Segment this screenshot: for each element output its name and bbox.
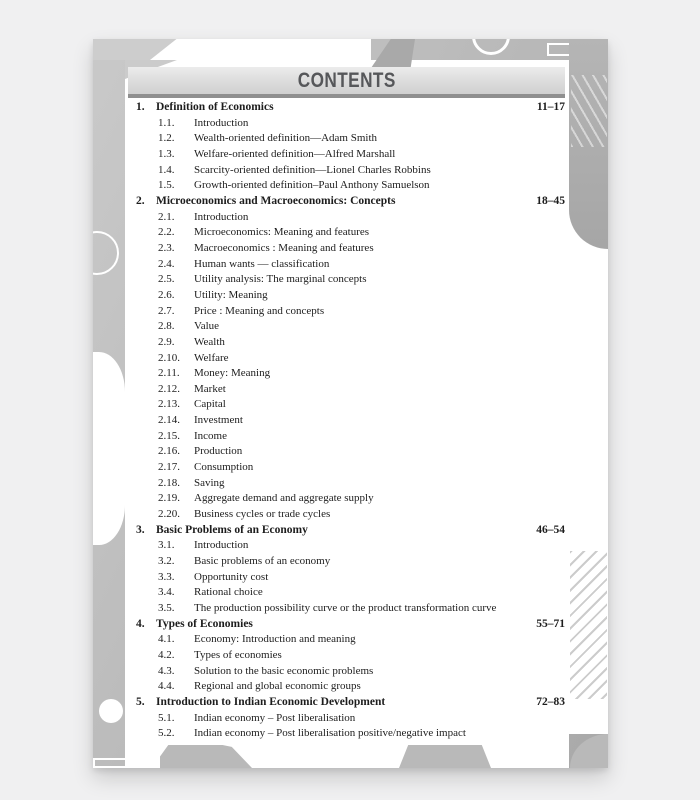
- section-row: [136, 304, 565, 320]
- section-number: 2.12.: [158, 382, 180, 395]
- section-number: 2.10.: [158, 351, 180, 364]
- section-title: Types of economies: [194, 648, 282, 661]
- section-number: 2.13.: [158, 398, 180, 411]
- section-number: 2.5.: [158, 273, 175, 286]
- decor-circle-outline-left: [93, 231, 119, 275]
- chapter-page-range: 18–45: [536, 194, 565, 207]
- section-row: [136, 460, 565, 476]
- section-number: 2.8.: [158, 320, 175, 333]
- chapter-number: 4.: [136, 617, 145, 630]
- section-row: [136, 429, 565, 445]
- chapter-page-range: 55–71: [536, 617, 565, 630]
- section-row: [136, 632, 565, 648]
- decor-white-bite-left: [93, 352, 125, 545]
- contents-header-bar: [128, 67, 565, 98]
- chapter-row: [136, 100, 565, 116]
- section-title: Welfare-oriented definition—Alfred Marshall: [194, 147, 396, 160]
- section-title: Investment: [194, 414, 243, 427]
- section-row: [136, 147, 565, 163]
- section-number: 5.1.: [158, 711, 175, 724]
- chapter-row: [136, 194, 565, 210]
- section-title: Income: [194, 429, 227, 442]
- section-number: 2.16.: [158, 445, 180, 458]
- section-title: Money: Meaning: [194, 367, 271, 380]
- chapter-row: [136, 695, 565, 711]
- section-row: [136, 272, 565, 288]
- section-number: 2.3.: [158, 241, 175, 254]
- section-number: 2.6.: [158, 288, 175, 301]
- section-title: Human wants — classification: [194, 257, 330, 270]
- section-title: Market: [194, 382, 226, 395]
- section-title: Aggregate demand and aggregate supply: [194, 492, 374, 505]
- section-number: 2.18.: [158, 476, 180, 489]
- section-title: Production: [194, 445, 243, 458]
- section-title: Opportunity cost: [194, 570, 269, 583]
- section-row: [136, 116, 565, 132]
- section-row: [136, 491, 565, 507]
- section-row: [136, 585, 565, 601]
- section-number: 2.11.: [158, 367, 180, 380]
- section-row: [136, 648, 565, 664]
- section-row: [136, 711, 565, 727]
- section-title: Wealth-oriented definition—Adam Smith: [194, 132, 378, 145]
- section-title: Saving: [194, 476, 225, 489]
- section-row: [136, 664, 565, 680]
- chapter-page-range: 46–54: [536, 523, 565, 536]
- section-row: [136, 225, 565, 241]
- section-row: [136, 241, 565, 257]
- section-title: Welfare: [194, 351, 229, 364]
- section-row: [136, 444, 565, 460]
- decor-puzzle-bottom-center: [399, 745, 491, 768]
- section-number: 2.19.: [158, 492, 180, 505]
- section-number: 3.2.: [158, 555, 175, 568]
- section-number: 4.3.: [158, 664, 175, 677]
- section-number: 3.1.: [158, 539, 175, 552]
- section-row: [136, 570, 565, 586]
- section-row: [136, 178, 565, 194]
- section-number: 4.4.: [158, 680, 175, 693]
- section-row: [136, 257, 565, 273]
- chapter-title: Types of Economies: [156, 617, 253, 630]
- section-row: [136, 351, 565, 367]
- section-row: [136, 163, 565, 179]
- section-number: 2.17.: [158, 461, 180, 474]
- section-title: Price : Meaning and concepts: [194, 304, 325, 317]
- chapter-title: Definition of Economics: [156, 101, 274, 113]
- section-title: Growth-oriented definition–Paul Anthony Samuelson: [194, 179, 430, 192]
- section-number: 2.20.: [158, 508, 180, 521]
- chapter-number: 1.: [136, 101, 145, 113]
- section-row: [136, 554, 565, 570]
- section-title: The production possibility curve or the product transformation curve: [194, 602, 497, 614]
- section-title: Value: [194, 320, 220, 333]
- section-number: 2.14.: [158, 414, 180, 427]
- chapter-title: Basic Problems of an Economy: [156, 523, 308, 536]
- section-row: [136, 319, 565, 335]
- section-title: Introduction: [194, 210, 249, 223]
- section-number: 2.9.: [158, 335, 175, 348]
- section-title: Introduction: [194, 116, 249, 129]
- section-row: [136, 601, 565, 617]
- section-row: [136, 476, 565, 492]
- chapter-page-range: 11–17: [536, 101, 565, 113]
- section-title: Utility: Meaning: [194, 288, 268, 301]
- decor-white-wedge: [150, 39, 371, 60]
- section-title: Economy: Introduction and meaning: [194, 633, 356, 646]
- section-title: Capital: [194, 398, 226, 411]
- chapter-row: [136, 617, 565, 633]
- section-number: 4.1.: [158, 633, 175, 646]
- section-row: [136, 679, 565, 695]
- section-row: [136, 507, 565, 523]
- page-title: CONTENTS: [297, 68, 396, 92]
- chapter-page-range: 72–83: [536, 695, 565, 708]
- section-title: Consumption: [194, 461, 254, 474]
- section-title: Wealth: [194, 335, 225, 348]
- decor-stripes-bottom-right: [570, 551, 607, 699]
- section-number: 4.2.: [158, 648, 175, 661]
- section-number: 2.1.: [158, 210, 175, 223]
- section-number: 2.4.: [158, 257, 175, 270]
- section-number: 1.3.: [158, 147, 175, 160]
- chapter-title: Introduction to Indian Economic Development: [156, 695, 386, 708]
- section-title: Microeconomics: Meaning and features: [194, 226, 370, 239]
- section-title: Rational choice: [194, 586, 263, 599]
- chapter-number: 5.: [136, 695, 145, 708]
- section-row: [136, 726, 565, 742]
- section-row: [136, 413, 565, 429]
- section-number: 2.7.: [158, 304, 175, 317]
- section-title: Basic problems of an economy: [194, 555, 331, 568]
- chapter-number: 2.: [136, 194, 145, 207]
- section-number: 1.4.: [158, 163, 175, 176]
- section-row: [136, 397, 565, 413]
- section-row: [136, 382, 565, 398]
- section-number: 1.2.: [158, 132, 175, 145]
- section-row: [136, 335, 565, 351]
- section-title: Indian economy – Post liberalisation positive/negative impact: [194, 727, 466, 740]
- section-number: 5.2.: [158, 727, 175, 740]
- section-title: Solution to the basic economic problems: [194, 664, 374, 677]
- section-row: [136, 366, 565, 382]
- section-title: Indian economy – Post liberalisation: [194, 711, 356, 724]
- section-row: [136, 538, 565, 554]
- section-number: 2.2.: [158, 226, 175, 239]
- section-number: 2.15.: [158, 429, 180, 442]
- section-number: 1.1.: [158, 116, 175, 129]
- chapter-number: 3.: [136, 523, 145, 536]
- chapter-title: Microeconomics and Macroeconomics: Concepts: [156, 194, 396, 207]
- book-contents-page: [93, 39, 608, 768]
- section-row: [136, 131, 565, 147]
- table-of-contents: [136, 100, 565, 742]
- section-number: 3.3.: [158, 570, 175, 583]
- decor-quarter-bottom-right: [570, 734, 608, 768]
- chapter-row: [136, 523, 565, 539]
- section-row: [136, 288, 565, 304]
- section-title: Macroeconomics : Meaning and features: [194, 241, 374, 254]
- decor-torn-band: [371, 39, 415, 68]
- section-title: Business cycles or trade cycles: [194, 508, 331, 521]
- section-title: Regional and global economic groups: [194, 680, 361, 693]
- decor-circle-outline-top: [472, 39, 510, 55]
- section-title: Introduction: [194, 539, 249, 552]
- section-row: [136, 210, 565, 226]
- section-title: Scarcity-oriented definition—Lionel Charles Robbins: [194, 163, 431, 176]
- decor-stripes-top-right: [571, 75, 607, 147]
- section-title: Utility analysis: The marginal concepts: [194, 273, 367, 286]
- section-number: 1.5.: [158, 179, 175, 192]
- section-number: 3.4.: [158, 586, 175, 599]
- section-number: 3.5.: [158, 602, 175, 614]
- decor-knob-left: [99, 699, 123, 723]
